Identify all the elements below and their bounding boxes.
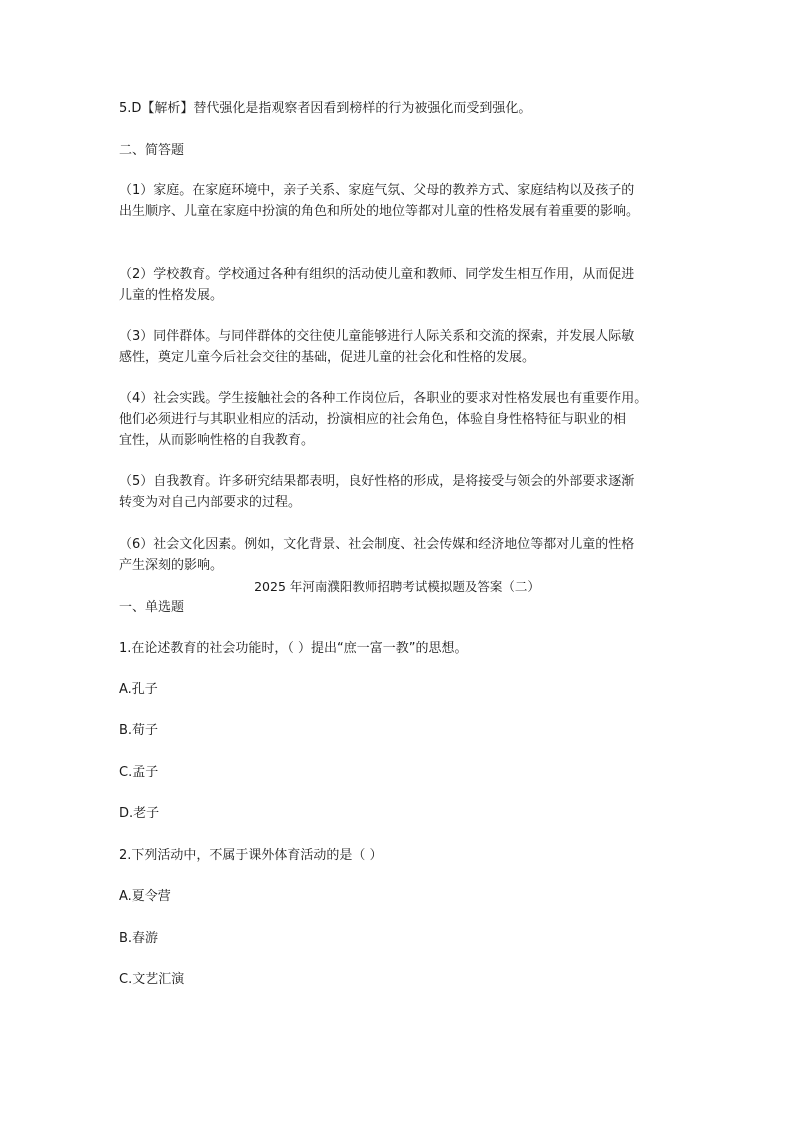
question-1-option-c: C.孟子 xyxy=(119,765,159,780)
question-1-option-d: D.老子 xyxy=(119,806,160,821)
answer-item-2-line-1: （2）学校教育。学校通过各种有组织的活动使儿童和教师、同学发生相互作用，从而促进 xyxy=(119,267,635,282)
question-1-stem: 1.在论述教育的社会功能时，（ ）提出“庶一富一教”的思想。 xyxy=(119,641,468,656)
single-choice-heading: 一、单选题 xyxy=(119,600,185,615)
question-1-option-b: B.荀子 xyxy=(119,723,159,738)
question-2-option-a: A.夏令营 xyxy=(119,889,171,904)
answer-item-4-line-3: 宜性，从而影响性格的自我教育。 xyxy=(119,433,315,448)
answer-item-5-line-1: （5）自我教育。许多研究结果都表明，良好性格的形成，是将接受与领会的外部要求逐渐 xyxy=(119,474,635,489)
answer-item-6-line-2: 产生深刻的影响。 xyxy=(119,558,224,573)
q5-answer-explanation: 5.D【解析】替代强化是指观察者因看到榜样的行为被强化而受到强化。 xyxy=(119,101,532,116)
answer-item-1-line-2: 出生顺序、儿童在家庭中扮演的角色和所处的地位等都对儿童的性格发展有着重要的影响。 xyxy=(119,204,640,219)
answer-item-4-line-1: （4）社会实践。学生接触社会的各种工作岗位后，各职业的要求对性格发展也有重要作用。 xyxy=(119,391,648,406)
answer-item-3-line-2: 感性，奠定儿童今后社会交往的基础，促进儿童的社会化和性格的发展。 xyxy=(119,350,536,365)
short-answer-heading: 二、简答题 xyxy=(119,143,185,158)
question-2-option-b: B.春游 xyxy=(119,931,159,946)
answer-item-4-line-2: 他们必须进行与其职业相应的活动，扮演相应的社会角色，体验自身性格特征与职业的相 xyxy=(119,412,627,427)
answer-item-1-line-1: （1）家庭。在家庭环境中，亲子关系、家庭气氛、父母的教养方式、家庭结构以及孩子的 xyxy=(119,183,635,198)
answer-item-2-line-2: 儿童的性格发展。 xyxy=(119,288,224,303)
answer-item-3-line-1: （3）同伴群体。与同伴群体的交往使儿童能够进行人际关系和交流的探索，并发展人际敏 xyxy=(119,329,635,344)
answer-item-6-line-1: （6）社会文化因素。例如，文化背景、社会制度、社会传媒和经济地位等都对儿童的性格 xyxy=(119,537,635,552)
question-2-option-c: C.文艺汇演 xyxy=(119,972,185,987)
question-2-stem: 2.下列活动中，不属于课外体育活动的是（ ） xyxy=(119,848,383,863)
answer-item-5-line-2: 转变为对自己内部要求的过程。 xyxy=(119,495,302,510)
exam-title: 2025 年河南濮阳教师招聘考试模拟题及答案（二） xyxy=(254,579,540,594)
question-1-option-a: A.孔子 xyxy=(119,682,158,697)
